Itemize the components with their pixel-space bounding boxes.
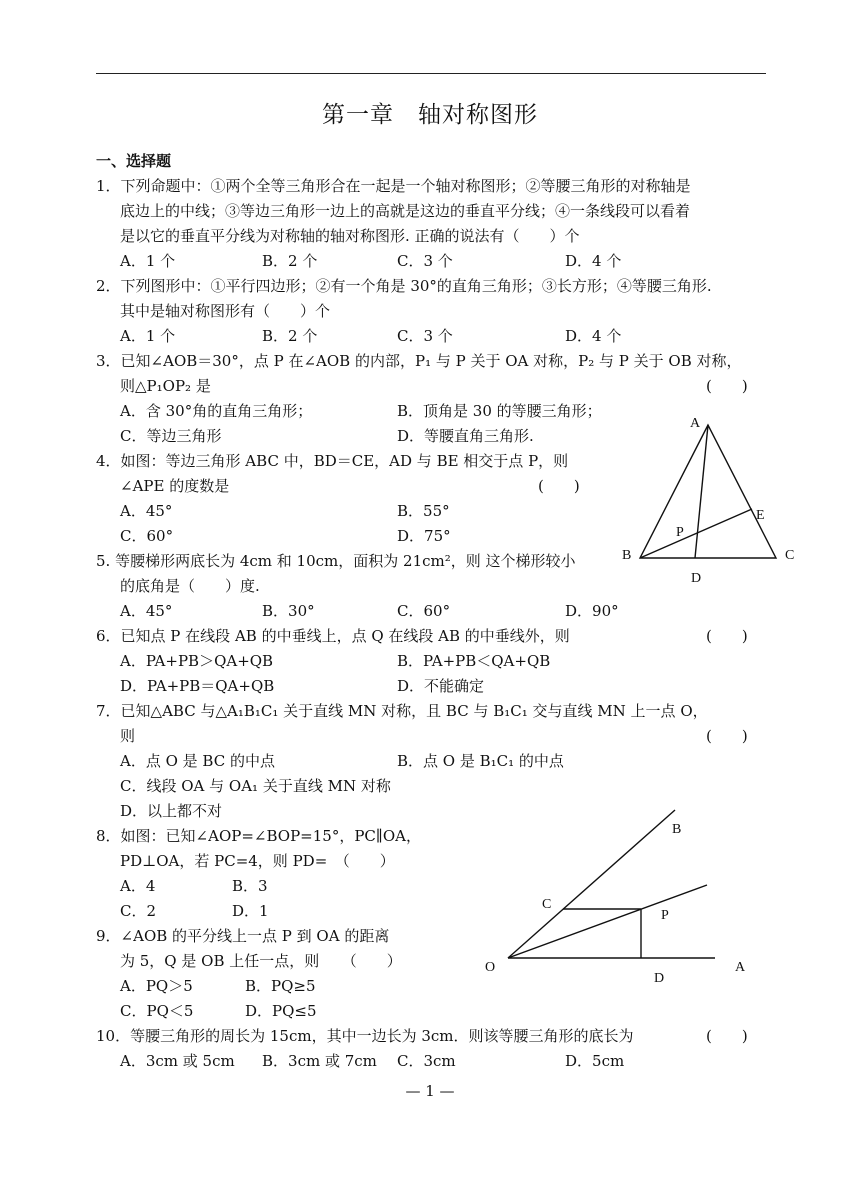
q4-option-a: A．45° (120, 502, 173, 520)
label-c: C (542, 897, 552, 912)
q3-line2: 则△P₁OP₂ 是 (120, 377, 211, 395)
q4-option-b: B．55° (397, 502, 450, 520)
q3-option-c: C．等边三角形 (120, 427, 222, 445)
q6-option-a: A．PA+PB＞QA+QB (120, 652, 274, 670)
label-a: A (690, 416, 701, 431)
q10-option-d: D．5cm (565, 1052, 625, 1070)
section-heading: 一、选择题 (96, 152, 172, 170)
q10-option-b: B．3cm 或 7cm (262, 1052, 377, 1070)
segment-ad (695, 425, 708, 558)
q9-line2: 为 5，Q 是 OB 上任一点，则 （ ） (120, 952, 402, 970)
q3-option-a: A．含 30°角的直角三角形； (120, 402, 313, 420)
q5-line1: 5. 等腰梯形两底长为 4cm 和 10cm，面积为 21cm²，则 这个梯形较小 (96, 552, 576, 570)
label-a: A (735, 960, 746, 975)
q10-option-a: A．3cm 或 5cm (120, 1052, 235, 1070)
page-number: — 1 — (405, 1082, 455, 1100)
q5-option-a: A．45° (120, 602, 173, 620)
q2-option-b: B．2 个 (262, 327, 318, 345)
q6-line1: 6．已知点 P 在线段 AB 的中垂线上，点 Q 在线段 AB 的中垂线外，则 (96, 627, 570, 645)
q5-option-c: C．60° (397, 602, 451, 620)
label-e: E (756, 508, 765, 523)
q4-line2: ∠APE 的度数是 (120, 477, 230, 495)
q3-line1: 3．已知∠AOB＝30°，点 P 在∠AOB 的内部，P₁ 与 P 关于 OA 对称，P₂ 与 P 关于 OB 对称， (96, 352, 742, 370)
q1-option-d: D．4 个 (565, 252, 622, 270)
q8-option-d: D．1 (232, 902, 269, 920)
q7-option-a: A．点 O 是 BC 的中点 (120, 752, 275, 770)
label-c: C (785, 548, 795, 563)
label-p: P (661, 908, 669, 923)
q2-option-c: C．3 个 (397, 327, 453, 345)
q6-option-d: D．不能确定 (397, 677, 485, 695)
q3-option-d: D．等腰直角三角形. (397, 427, 534, 445)
q3-option-b: B．顶角是 30 的等腰三角形； (397, 402, 602, 420)
q2-line1: 2．下列图形中：①平行四边形；②有一个角是 30°的直角三角形；③长方形；④等腰三角形. (96, 277, 712, 295)
q7-line1: 7．已知△ABC 与△A₁B₁C₁ 关于直线 MN 对称，且 BC 与 B₁C₁ 交与直线 MN 上一点 O， (96, 702, 708, 720)
q6-option-c: D．PA+PB＝QA+QB (120, 677, 275, 695)
q1-line3: 是以它的垂直平分线为对称轴的轴对称图形. 正确的说法有（ ）个 (120, 227, 580, 245)
q7-option-d: D．以上都不对 (120, 802, 223, 820)
q2-option-a: A．1 个 (120, 327, 176, 345)
q8-line2: PD⊥OA，若 PC=4，则 PD= （ ） (120, 852, 395, 870)
label-b: B (622, 548, 632, 563)
q5-line2: 的底角是（ ）度. (120, 577, 260, 595)
q4-option-d: D．75° (397, 527, 451, 545)
q1-line2: 底边上的中线；③等边三角形一边上的高就是这边的垂直平分线；④一条线段可以看着 (120, 202, 691, 220)
page-title: 第一章 轴对称图形 (322, 102, 538, 128)
q7-answer-paren: ( ) (706, 727, 748, 745)
ray-ob (508, 810, 675, 958)
q1-line1: 1．下列命题中：①两个全等三角形合在一起是一个轴对称图形；②等腰三角形的对称轴是 (96, 177, 691, 195)
q4-option-c: C．60° (120, 527, 174, 545)
q7-option-c: C．线段 OA 与 OA₁ 关于直线 MN 对称 (120, 777, 391, 795)
q1-option-c: C．3 个 (397, 252, 453, 270)
header-rule (96, 73, 766, 74)
q5-option-d: D．90° (565, 602, 619, 620)
q2-line2: 其中是轴对称图形有（ ）个 (120, 302, 331, 320)
ray-op (508, 885, 707, 958)
label-p: P (676, 525, 684, 540)
q10-line1: 10．等腰三角形的周长为 15cm，其中一边长为 3cm．则该等腰三角形的底长为 (96, 1027, 634, 1045)
q8-option-b: B．3 (232, 877, 268, 895)
q10-answer-paren: ( ) (706, 1027, 748, 1045)
q8-option-a: A．4 (120, 877, 156, 895)
q4-line1: 4．如图：等边三角形 ABC 中，BD＝CE，AD 与 BE 相交于点 P，则 (96, 452, 569, 470)
q4-answer-paren: ( ) (538, 477, 580, 495)
q5-option-b: B．30° (262, 602, 315, 620)
q10-option-c: C．3cm (397, 1052, 456, 1070)
label-o: O (485, 960, 496, 975)
q7-line2: 则 (120, 727, 136, 745)
label-b: B (672, 822, 682, 837)
q1-option-b: B．2 个 (262, 252, 318, 270)
q9-line1: 9．∠AOB 的平分线上一点 P 到 OA 的距离 (96, 927, 390, 945)
q9-option-b: B．PQ≥5 (245, 977, 316, 995)
triangle-figure (615, 410, 805, 590)
q8-line1: 8．如图：已知∠AOP=∠BOP=15°，PC∥OA， (96, 827, 421, 845)
q9-option-c: C．PQ＜5 (120, 1002, 194, 1020)
q1-option-a: A．1 个 (120, 252, 176, 270)
q9-option-a: A．PQ＞5 (120, 977, 193, 995)
q7-option-b: B．点 O 是 B₁C₁ 的中点 (397, 752, 564, 770)
q6-option-b: B．PA+PB＜QA+QB (397, 652, 551, 670)
q6-answer-paren: ( ) (706, 627, 748, 645)
angle-figure (475, 805, 765, 995)
q8-option-c: C．2 (120, 902, 157, 920)
label-d: D (691, 571, 702, 586)
q9-option-d: D．PQ≤5 (245, 1002, 317, 1020)
q3-answer-paren: ( ) (706, 377, 748, 395)
label-d: D (654, 971, 665, 986)
q2-option-d: D．4 个 (565, 327, 622, 345)
triangle-abc (640, 425, 776, 558)
